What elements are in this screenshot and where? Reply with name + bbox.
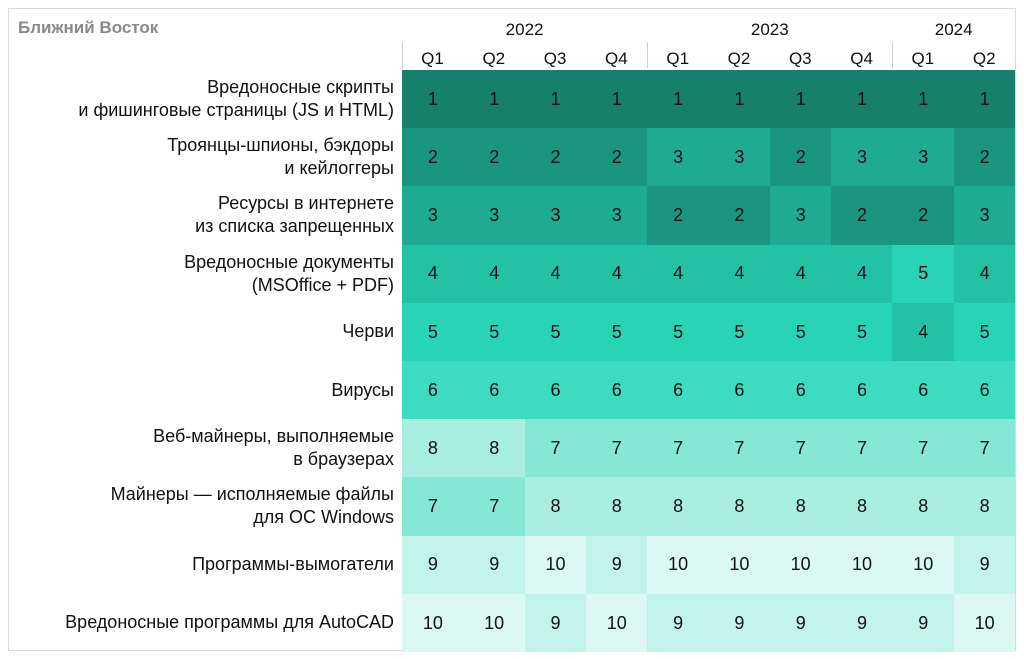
heatmap-cell: 7	[586, 419, 648, 478]
heatmap-cell: 8	[586, 477, 648, 536]
heatmap-cell: 1	[709, 70, 771, 129]
heatmap-cell: 4	[892, 303, 954, 362]
heatmap-cell: 3	[525, 186, 587, 245]
heatmap-cell: 7	[831, 419, 893, 478]
year-label-2024: 2024	[934, 20, 973, 39]
heatmap-cell: 8	[770, 477, 832, 536]
heatmap-cell: 9	[770, 594, 832, 653]
heatmap-cell: 8	[709, 477, 771, 536]
heatmap-cell: 4	[831, 245, 893, 304]
heatmap-cell: 5	[770, 303, 832, 362]
heatmap-cell: 7	[770, 419, 832, 478]
heatmap-cell: 5	[954, 303, 1016, 362]
heatmap-cell: 4	[586, 245, 648, 304]
heatmap-cell: 10	[770, 536, 832, 595]
heatmap-cell: 1	[586, 70, 648, 129]
heatmap-cell: 7	[892, 419, 954, 478]
year-label-2022: 2022	[505, 20, 544, 39]
heatmap-cell: 5	[831, 303, 893, 362]
row-label	[14, 128, 394, 186]
heatmap-cell: 7	[402, 477, 464, 536]
heatmap-cell: 10	[709, 536, 771, 595]
row-label-text: Троянцы-шпионы, бэкдоры и кейлоггеры	[167, 135, 394, 179]
heatmap-cell: 5	[525, 303, 587, 362]
row-label-text: Вредоносные программы для AutoCAD	[65, 612, 394, 633]
heatmap-cell: 5	[402, 303, 464, 362]
quarter-label: Q1	[421, 49, 444, 68]
heatmap-cell: 4	[525, 245, 587, 304]
heatmap-cell: 9	[463, 536, 525, 595]
heatmap-cell: 3	[770, 186, 832, 245]
heatmap-cell: 6	[525, 361, 587, 420]
row-label	[14, 245, 394, 303]
heatmap-cell: 9	[954, 536, 1016, 595]
heatmap-cell: 5	[892, 245, 954, 304]
row-label-text: Веб-майнеры, выполняемые в браузерах	[153, 426, 394, 470]
quarter-label: Q3	[788, 49, 812, 68]
row-label	[14, 594, 394, 652]
heatmap-cell: 7	[709, 419, 771, 478]
heatmap-cell: 3	[709, 128, 771, 187]
heatmap-cell: 8	[402, 419, 464, 478]
heatmap-cell: 1	[831, 70, 893, 129]
heatmap-cell: 4	[954, 245, 1016, 304]
heatmap-cell: 9	[892, 594, 954, 653]
heatmap-cell: 10	[463, 594, 525, 653]
heatmap-cell: 3	[831, 128, 893, 187]
heatmap-cell: 10	[892, 536, 954, 595]
heatmap-cell: 8	[831, 477, 893, 536]
heatmap-cell: 2	[770, 128, 832, 187]
heatmap-cell: 4	[463, 245, 525, 304]
heatmap-cell: 8	[647, 477, 709, 536]
heatmap-cell: 4	[709, 245, 771, 304]
heatmap-cell: 7	[463, 477, 525, 536]
heatmap-cell: 6	[709, 361, 771, 420]
heatmap-cell: 2	[586, 128, 648, 187]
heatmap-cell: 7	[647, 419, 709, 478]
heatmap-cell: 6	[402, 361, 464, 420]
row-label	[14, 361, 394, 419]
heatmap-cell: 3	[954, 186, 1016, 245]
heatmap-cell: 10	[831, 536, 893, 595]
heatmap-cell: 6	[892, 361, 954, 420]
heatmap-cell: 5	[647, 303, 709, 362]
heatmap-cell: 4	[647, 245, 709, 304]
heatmap-cell: 2	[525, 128, 587, 187]
heatmap-cell: 8	[463, 419, 525, 478]
row-label-text: Майнеры — исполняемые файлы для ОС Windows	[110, 484, 394, 528]
quarter-label: Q2	[482, 49, 506, 68]
heatmap-cell: 6	[954, 361, 1016, 420]
quarter-label: Q3	[543, 49, 567, 68]
heatmap-cell: 2	[954, 128, 1016, 187]
row-label	[14, 419, 394, 477]
heatmap-cell: 8	[954, 477, 1016, 536]
heatmap-cell: 6	[463, 361, 525, 420]
heatmap-cell: 9	[709, 594, 771, 653]
heatmap-cell: 5	[586, 303, 648, 362]
heatmap-cell: 3	[586, 186, 648, 245]
row-label	[14, 536, 394, 594]
heatmap-cell: 2	[831, 186, 893, 245]
heatmap-cell: 1	[463, 70, 525, 129]
heatmap-cell: 9	[831, 594, 893, 653]
heatmap-cell: 1	[892, 70, 954, 129]
heatmap-cell: 5	[463, 303, 525, 362]
heatmap-cell: 7	[954, 419, 1016, 478]
heatmap-cell: 3	[463, 186, 525, 245]
quarter-label: Q2	[727, 49, 751, 68]
heatmap-cell: 4	[770, 245, 832, 304]
heatmap-cell: 5	[709, 303, 771, 362]
heatmap-cell: 1	[525, 70, 587, 129]
heatmap-cell: 4	[402, 245, 464, 304]
heatmap-cell: 9	[647, 594, 709, 653]
heatmap-cell: 9	[525, 594, 587, 653]
heatmap-cell: 3	[647, 128, 709, 187]
row-label-text: Вредоносные скрипты и фишинговые страницы (JS и HTML)	[78, 77, 394, 121]
heatmap-cell: 1	[647, 70, 709, 129]
row-label	[14, 477, 394, 535]
heatmap-cell: 10	[525, 536, 587, 595]
heatmap-cell: 8	[525, 477, 587, 536]
row-label	[14, 70, 394, 128]
row-label	[14, 186, 394, 244]
heatmap-cell: 10	[954, 594, 1016, 653]
heatmap-cell: 8	[892, 477, 954, 536]
heatmap-cell: 2	[709, 186, 771, 245]
quarter-label: Q1	[666, 49, 690, 68]
row-label-text: Черви	[342, 321, 394, 342]
heatmap-cell: 2	[647, 186, 709, 245]
row-label-text: Вирусы	[331, 379, 394, 400]
quarter-label: Q4	[850, 49, 873, 68]
row-label-text: Ресурсы в интернете из списка запрещенных	[195, 193, 394, 237]
heatmap-cell: 6	[586, 361, 648, 420]
heatmap-cell: 9	[586, 536, 648, 595]
region-title: Ближний Восток	[18, 18, 159, 37]
year-label-2023: 2023	[750, 20, 789, 39]
heatmap-cell: 6	[647, 361, 709, 420]
quarter-label: Q4	[605, 49, 628, 68]
heatmap-cell: 3	[892, 128, 954, 187]
heatmap-cell: 1	[954, 70, 1016, 129]
heatmap-cell: 7	[525, 419, 587, 478]
heatmap-cell: 3	[402, 186, 464, 245]
row-label	[14, 303, 394, 361]
heatmap-cell: 9	[402, 536, 464, 595]
quarter-label: Q1	[911, 49, 935, 68]
heatmap-cell: 2	[892, 186, 954, 245]
heatmap-cell: 10	[402, 594, 464, 653]
heatmap-cell: 6	[770, 361, 832, 420]
heatmap-cell: 6	[831, 361, 893, 420]
heatmap-cell: 10	[586, 594, 648, 653]
quarter-label: Q2	[972, 49, 996, 68]
heatmap-cell: 1	[770, 70, 832, 129]
heatmap-cell: 1	[402, 70, 464, 129]
row-label-text: Программы-вымогатели	[192, 554, 394, 575]
row-label-text: Вредоносные документы (MSOffice + PDF)	[184, 251, 394, 295]
heatmap-cell: 2	[402, 128, 464, 187]
heatmap-cell: 10	[647, 536, 709, 595]
heatmap-cell: 2	[463, 128, 525, 187]
